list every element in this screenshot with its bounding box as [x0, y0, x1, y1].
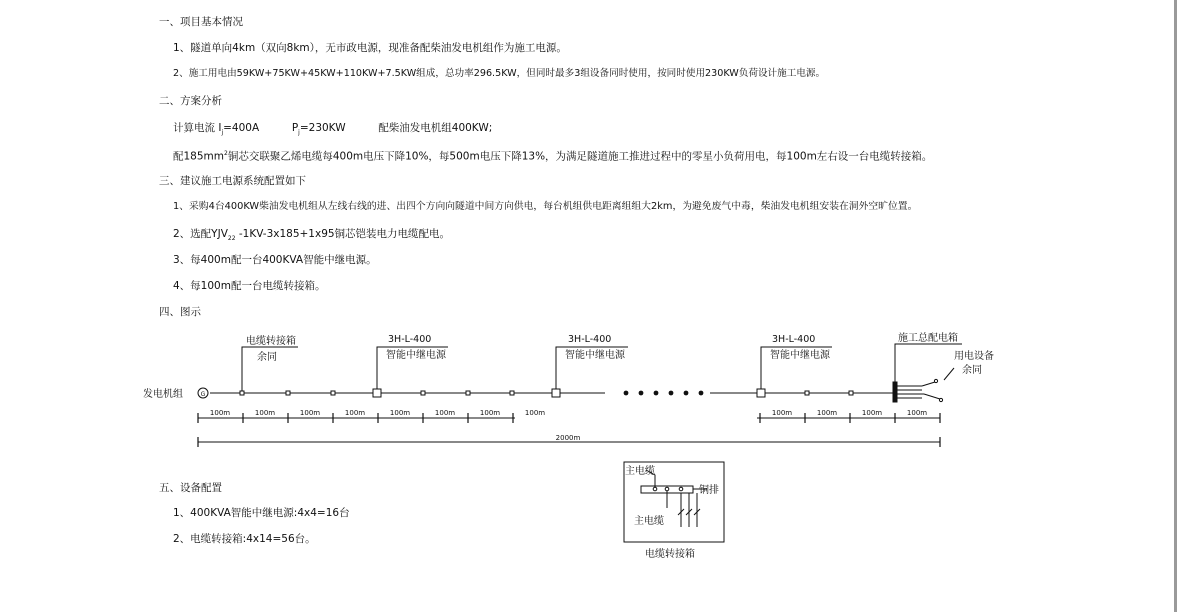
section-3-item-2-a: 2、选配YJV: [173, 228, 228, 240]
calc-current-sub: j: [221, 129, 224, 137]
segment-label: 100m: [254, 409, 276, 417]
section-1-item-2: 2、施工用电由59KW+75KW+45KW+110KW+7.5KW组成，总功率296.5KW，但同时最多3组设备同时使用，按同时使用230KW负荷设计施工电源。: [173, 68, 826, 79]
equipment-label: 用电设备: [954, 351, 994, 362]
busbar-terminal: [665, 487, 669, 491]
segment-label: 100m: [299, 409, 321, 417]
section-1-heading: 一、项目基本情况: [159, 16, 243, 28]
section-5-item-2: 2、电缆转接箱:4x14=56台。: [173, 533, 316, 545]
calc-power-label: P: [291, 122, 299, 134]
section-5-item-1: 1、400KVA智能中继电源:4x4=16台: [173, 507, 350, 519]
calc-current-label: 计算电流 I: [173, 122, 222, 134]
calc-generator: 配柴油发电机组400KW;: [378, 122, 493, 134]
detail-main-cable-top: 主电缆: [625, 466, 655, 477]
segment-label: 100m: [434, 409, 456, 417]
junction-box: [286, 391, 290, 395]
cable-spec-b: 铜芯交联聚乙烯电缆每400m电压下降10%，每500m电压下降13%，为满足隧道施工推进过程中的零星小负荷用电，每100m左右设一台电缆转接箱。: [227, 150, 933, 163]
relay-box-3: [757, 389, 765, 397]
section-3-item-1: 1、采购4台400KW柴油发电机组从左线右线的进、出四个方向向隧道中间方向供电，每台机组供电距离组组大2km，为避免废气中毒，柴油发电机组安装在洞外空旷位置。: [173, 201, 918, 212]
relay-box-1: [373, 389, 381, 397]
junction-box: [421, 391, 425, 395]
equipment-leader: [944, 368, 954, 380]
panel-feeder-branch: [924, 394, 940, 399]
relay-box-2: [552, 389, 560, 397]
calc-power-value: =230KW: [299, 122, 346, 134]
generator-label: 发电机组: [143, 389, 183, 400]
segment-label: 100m: [479, 409, 501, 417]
relay-3-name: 智能中继电源: [770, 350, 830, 361]
total-length-label: 2000m: [555, 434, 581, 442]
section-3-item-2-sub: 22: [227, 235, 236, 243]
panel-label: 施工总配电箱: [898, 333, 958, 344]
distribution-panel: [893, 382, 897, 402]
cable-spec-a: 配185mm: [173, 150, 224, 163]
relay-1-model: 3H-L-400: [388, 334, 432, 345]
section-1-item-1: 1、隧道单向4km（双向8km），无市政电源，现准备配柴油发电机组作为施工电源。: [173, 42, 567, 54]
segment-label: 100m: [861, 409, 883, 417]
segment-label: 100m: [524, 409, 546, 417]
panel-feeder-branch: [922, 382, 935, 386]
relay-1-name: 智能中继电源: [386, 350, 446, 361]
busbar-terminal: [653, 487, 657, 491]
section-3-item-2-b: -1KV-3x185+1x95铜芯铠装电力电缆配电。: [235, 228, 451, 240]
junction-label-same: 余同: [257, 352, 277, 363]
segment-label: 100m: [816, 409, 838, 417]
junction-box: [510, 391, 514, 395]
junction-box: [331, 391, 335, 395]
junction-label: 电缆转接箱: [246, 336, 296, 347]
load-point: [934, 379, 937, 382]
detail-busbar-label: 铜排: [699, 485, 719, 496]
ellipsis-dots: [624, 391, 704, 396]
load-point: [939, 398, 942, 401]
junction-box: [240, 391, 244, 395]
relay-2-name: 智能中继电源: [565, 350, 625, 361]
section-3-item-3: 3、每400m配一台400KVA智能中继电源。: [173, 254, 377, 266]
segment-label: 100m: [906, 409, 928, 417]
junction-box: [805, 391, 809, 395]
segment-label: 100m: [209, 409, 231, 417]
equipment-label-same: 余同: [962, 365, 982, 376]
segment-label: 100m: [771, 409, 793, 417]
detail-main-cable-bottom: 主电缆: [634, 516, 664, 527]
section-3-item-4: 4、每100m配一台电缆转接箱。: [173, 280, 326, 292]
cable-spec-sup: 2: [224, 150, 228, 157]
section-3-heading: 三、建议施工电源系统配置如下: [159, 175, 306, 187]
junction-box: [466, 391, 470, 395]
section-2-heading: 二、方案分析: [159, 95, 222, 107]
calc-current-value: =400A: [223, 122, 260, 134]
relay-2-model: 3H-L-400: [568, 334, 612, 345]
segment-label: 100m: [389, 409, 411, 417]
calc-power-sub: j: [298, 129, 300, 137]
section-5-heading: 五、设备配置: [159, 482, 222, 494]
generator-symbol: G: [200, 391, 206, 398]
relay-3-model: 3H-L-400: [772, 334, 816, 345]
detail-caption: 电缆转接箱: [645, 549, 695, 560]
junction-box: [849, 391, 853, 395]
segment-label: 100m: [344, 409, 366, 417]
busbar-terminal: [679, 487, 683, 491]
section-4-heading: 四、图示: [159, 306, 201, 318]
